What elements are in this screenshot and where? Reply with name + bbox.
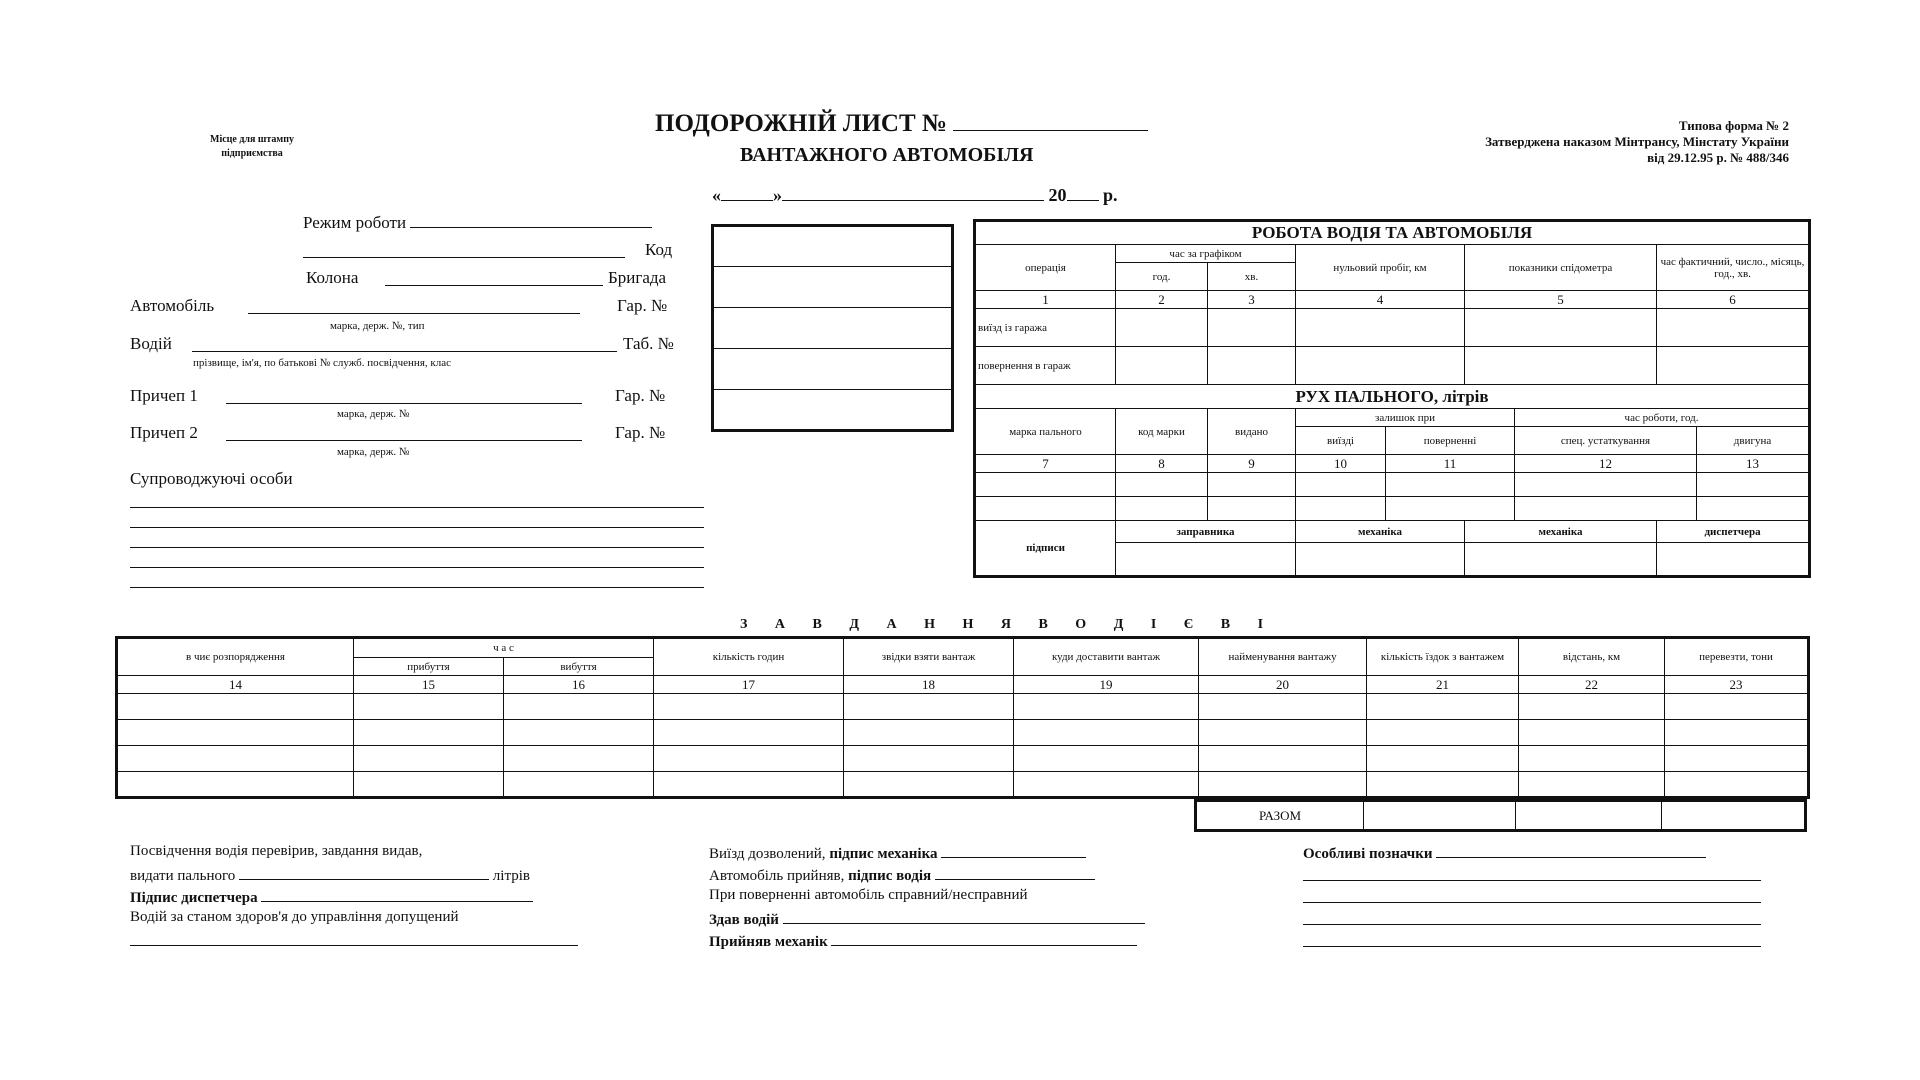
total-transport-field[interactable] bbox=[1662, 801, 1806, 831]
table-cell[interactable] bbox=[654, 772, 844, 798]
mode-row bbox=[303, 213, 652, 233]
fuel-amount-field[interactable] bbox=[239, 865, 489, 880]
mode-label: Режим роботи bbox=[303, 213, 407, 232]
car-accepted-label: Автомобіль прийняв, bbox=[709, 868, 845, 884]
driver-hint: прізвище, ім'я, по батькові № служб. посвідчення, клас bbox=[193, 357, 451, 369]
table-cell[interactable] bbox=[844, 694, 1014, 720]
special-notes-line-4[interactable] bbox=[1303, 924, 1761, 925]
table-cell[interactable] bbox=[1367, 746, 1519, 772]
col-actual-time: час фактичний, число., місяць, год., хв. bbox=[1657, 245, 1810, 291]
table-cell[interactable] bbox=[1519, 746, 1665, 772]
col-num: 6 bbox=[1657, 291, 1810, 309]
col-num: 16 bbox=[504, 676, 654, 694]
work-fuel-table bbox=[973, 219, 1811, 578]
escort-field-3[interactable] bbox=[130, 547, 704, 548]
table-cell[interactable] bbox=[1199, 694, 1367, 720]
col-special-equipment: спец. устаткування bbox=[1515, 427, 1697, 455]
col-num: 12 bbox=[1515, 455, 1697, 473]
sig-mechanic2-label: механіка bbox=[1465, 521, 1657, 543]
column-label: Колона bbox=[306, 268, 359, 287]
table-cell[interactable] bbox=[654, 720, 844, 746]
trailer2-field[interactable] bbox=[226, 440, 582, 441]
escort-field-4[interactable] bbox=[130, 567, 704, 568]
col-zero-run: нульовий пробіг, км bbox=[1296, 245, 1465, 291]
col-trips: кількість їздок з вантажем bbox=[1367, 638, 1519, 676]
mechanic-accepted-field[interactable] bbox=[831, 931, 1137, 946]
column-field[interactable] bbox=[385, 285, 603, 286]
col-arrival: прибуття bbox=[354, 658, 504, 676]
footer-right-line1 bbox=[1303, 843, 1706, 863]
table-cell[interactable] bbox=[354, 772, 504, 798]
table-cell[interactable] bbox=[1665, 694, 1809, 720]
exit-allowed-label: Виїзд дозволений, bbox=[709, 846, 826, 862]
table-cell[interactable] bbox=[1208, 473, 1296, 497]
brigade-label: Бригада bbox=[608, 268, 667, 287]
table-cell[interactable] bbox=[1665, 720, 1809, 746]
table-cell[interactable] bbox=[1665, 746, 1809, 772]
col-num: 5 bbox=[1465, 291, 1657, 309]
car-hint: марка, держ. №, тип bbox=[330, 320, 425, 332]
table-cell[interactable] bbox=[654, 746, 844, 772]
date-close-quote: » bbox=[773, 185, 782, 205]
code-label: Код bbox=[645, 240, 673, 259]
table-cell[interactable] bbox=[117, 746, 354, 772]
month-field[interactable] bbox=[782, 186, 1044, 201]
special-notes-field[interactable] bbox=[1436, 843, 1706, 858]
table-cell[interactable] bbox=[1697, 497, 1810, 521]
footer-mid-line3: При поверненні автомобіль справний/несправний bbox=[709, 887, 1028, 903]
waybill-number-field[interactable] bbox=[953, 116, 1148, 131]
footer-mid-line4 bbox=[709, 909, 1145, 929]
driver-handed-field[interactable] bbox=[783, 909, 1145, 924]
approved-by: Затверджена наказом Мінтрансу, Мінстату України bbox=[1485, 134, 1789, 149]
stamp-place-line1: Місце для штампу bbox=[210, 134, 294, 145]
table-cell[interactable] bbox=[1519, 772, 1665, 798]
mechanic-signature-field[interactable] bbox=[941, 843, 1086, 858]
year-field[interactable] bbox=[1067, 186, 1099, 201]
table-cell[interactable] bbox=[117, 720, 354, 746]
col-hours-count: кількість годин bbox=[654, 638, 844, 676]
stamp-place-line2: підприємства bbox=[221, 148, 283, 159]
col-departure: вибуття bbox=[504, 658, 654, 676]
title-line2: ВАНТАЖНОГО АВТОМОБІЛЯ bbox=[740, 144, 1034, 166]
table-cell[interactable] bbox=[1296, 309, 1465, 347]
table-cell[interactable] bbox=[1515, 473, 1697, 497]
form-type: Типова форма № 2 bbox=[1678, 118, 1789, 133]
table-cell[interactable] bbox=[844, 772, 1014, 798]
table-cell[interactable] bbox=[1665, 772, 1809, 798]
driver-signature-label: підпис водія bbox=[848, 868, 932, 884]
stamp-box-cell[interactable] bbox=[713, 267, 953, 308]
col-num: 17 bbox=[654, 676, 844, 694]
table-cell[interactable] bbox=[117, 772, 354, 798]
col-cargo: найменування вантажу bbox=[1199, 638, 1367, 676]
table-cell[interactable] bbox=[975, 497, 1116, 521]
col-to: куди доставити вантаж bbox=[1014, 638, 1199, 676]
table-cell[interactable] bbox=[354, 694, 504, 720]
total-trips-field[interactable] bbox=[1364, 801, 1516, 831]
issue-fuel-label: видати пального bbox=[130, 868, 236, 884]
special-notes-label: Особливі позначки bbox=[1303, 846, 1433, 862]
sig-fueler-field[interactable] bbox=[1116, 543, 1296, 577]
col-num: 4 bbox=[1296, 291, 1465, 309]
col-num: 15 bbox=[354, 676, 504, 694]
table-cell[interactable] bbox=[844, 746, 1014, 772]
approved-date: від 29.12.95 р. № 488/346 bbox=[1647, 150, 1789, 165]
table-cell[interactable] bbox=[354, 746, 504, 772]
col-num: 8 bbox=[1116, 455, 1208, 473]
trailer1-label: Причеп 1 bbox=[130, 386, 198, 405]
car-garage-label: Гар. № bbox=[617, 296, 668, 315]
col-hours: год. bbox=[1116, 263, 1208, 291]
table-cell[interactable] bbox=[504, 720, 654, 746]
escort-field-1[interactable] bbox=[130, 507, 704, 508]
footer-mid-line1 bbox=[709, 843, 1086, 863]
col-schedule: час за графіком bbox=[1116, 245, 1296, 263]
dispatcher-signature-field[interactable] bbox=[261, 887, 533, 902]
table-cell[interactable] bbox=[1697, 473, 1810, 497]
col-balance-exit: виїзді bbox=[1296, 427, 1386, 455]
table-cell[interactable] bbox=[1465, 309, 1657, 347]
col-num: 1 bbox=[975, 291, 1116, 309]
col-num: 14 bbox=[117, 676, 354, 694]
col-num: 22 bbox=[1519, 676, 1665, 694]
col-transport: перевезти, тони bbox=[1665, 638, 1809, 676]
task-totals bbox=[1194, 799, 1807, 832]
form-approval bbox=[1385, 118, 1789, 166]
footer-mid-line2 bbox=[709, 865, 1095, 885]
col-order: в чиє розпорядження bbox=[117, 638, 354, 676]
escort-field-5[interactable] bbox=[130, 587, 704, 588]
escort-label: Супроводжуючі особи bbox=[130, 469, 293, 488]
health-signature-field[interactable] bbox=[130, 945, 578, 946]
year-suffix: р. bbox=[1103, 185, 1118, 205]
stamp-box bbox=[711, 224, 954, 432]
table-cell[interactable] bbox=[1014, 720, 1199, 746]
driver-handed-label: Здав водій bbox=[709, 912, 779, 928]
table-cell[interactable] bbox=[1199, 720, 1367, 746]
date-line bbox=[712, 185, 1118, 206]
table-cell[interactable] bbox=[1515, 497, 1697, 521]
col-fuel-issued: видано bbox=[1208, 409, 1296, 455]
table-cell[interactable] bbox=[1296, 497, 1386, 521]
col-operation: операція bbox=[975, 245, 1116, 291]
table-cell[interactable] bbox=[975, 473, 1116, 497]
stamp-place bbox=[210, 133, 294, 161]
col-num: 13 bbox=[1697, 455, 1810, 473]
table-cell[interactable] bbox=[504, 694, 654, 720]
trailer1-hint: марка, держ. № bbox=[337, 408, 410, 420]
col-engine: двигуна bbox=[1697, 427, 1810, 455]
driver-label: Водій bbox=[130, 334, 172, 353]
car-field[interactable] bbox=[248, 313, 580, 314]
signatures-label: підписи bbox=[975, 521, 1116, 577]
col-fuel-brand: марка пального bbox=[975, 409, 1116, 455]
row-exit-garage: виїзд із гаража bbox=[975, 309, 1116, 347]
sig-mechanic2-field[interactable] bbox=[1465, 543, 1657, 577]
tab-no-label: Таб. № bbox=[623, 334, 674, 353]
footer-left-line4: Водій за станом здоров'я до управління допущений bbox=[130, 909, 459, 925]
sig-dispatcher-label: диспетчера bbox=[1657, 521, 1810, 543]
table-cell[interactable] bbox=[504, 772, 654, 798]
col-from: звідки взяти вантаж bbox=[844, 638, 1014, 676]
sig-dispatcher-field[interactable] bbox=[1657, 543, 1810, 577]
table-cell[interactable] bbox=[1465, 347, 1657, 385]
footer-left-line1: Посвідчення водія перевірив, завдання видав, bbox=[130, 843, 423, 859]
task-table bbox=[115, 636, 1810, 799]
table-cell[interactable] bbox=[1116, 347, 1208, 385]
table-cell[interactable] bbox=[117, 694, 354, 720]
special-notes-line-3[interactable] bbox=[1303, 902, 1761, 903]
col-num: 9 bbox=[1208, 455, 1296, 473]
col-num: 23 bbox=[1665, 676, 1809, 694]
col-distance: відстань, км bbox=[1519, 638, 1665, 676]
table-cell[interactable] bbox=[1014, 746, 1199, 772]
table-cell[interactable] bbox=[1208, 347, 1296, 385]
total-label: РАЗОМ bbox=[1196, 801, 1364, 831]
footer-mid-line5 bbox=[709, 931, 1137, 951]
trailer1-garage-label: Гар. № bbox=[615, 386, 666, 405]
car-label: Автомобіль bbox=[130, 296, 215, 315]
table-cell[interactable] bbox=[1296, 473, 1386, 497]
code-field[interactable] bbox=[303, 257, 625, 258]
table-cell[interactable] bbox=[1296, 347, 1465, 385]
col-num: 21 bbox=[1367, 676, 1519, 694]
special-notes-line-2[interactable] bbox=[1303, 880, 1761, 881]
mechanic-signature-label: підпис механіка bbox=[829, 846, 938, 862]
col-fuel-code: код марки bbox=[1116, 409, 1208, 455]
table-cell[interactable] bbox=[504, 746, 654, 772]
footer-left-line2 bbox=[130, 865, 530, 885]
col-num: 7 bbox=[975, 455, 1116, 473]
liters-label: літрів bbox=[492, 868, 530, 884]
trailer2-label: Причеп 2 bbox=[130, 423, 198, 442]
table-cell[interactable] bbox=[1014, 772, 1199, 798]
escort-field-2[interactable] bbox=[130, 527, 704, 528]
stamp-box-cell[interactable] bbox=[713, 390, 953, 431]
col-num: 2 bbox=[1116, 291, 1208, 309]
table-cell[interactable] bbox=[1116, 309, 1208, 347]
table-cell[interactable] bbox=[1367, 694, 1519, 720]
driver-field[interactable] bbox=[192, 351, 617, 352]
col-num: 20 bbox=[1199, 676, 1367, 694]
dispatcher-signature-label: Підпис диспетчера bbox=[130, 890, 258, 906]
table-cell[interactable] bbox=[1208, 309, 1296, 347]
col-num: 3 bbox=[1208, 291, 1296, 309]
title-line1: ПОДОРОЖНІЙ ЛИСТ № bbox=[655, 110, 948, 137]
table-cell[interactable] bbox=[844, 720, 1014, 746]
day-field[interactable] bbox=[721, 186, 773, 201]
work-table-title: РОБОТА ВОДІЯ ТА АВТОМОБІЛЯ bbox=[975, 221, 1810, 245]
sig-mechanic1-label: механіка bbox=[1296, 521, 1465, 543]
year-prefix: 20 bbox=[1048, 185, 1067, 205]
special-notes-line-5[interactable] bbox=[1303, 946, 1761, 947]
col-num: 19 bbox=[1014, 676, 1199, 694]
table-cell[interactable] bbox=[1199, 772, 1367, 798]
driver-signature-field[interactable] bbox=[935, 865, 1095, 880]
mode-field[interactable] bbox=[410, 213, 652, 228]
table-cell[interactable] bbox=[354, 720, 504, 746]
table-cell[interactable] bbox=[1386, 497, 1515, 521]
table-cell[interactable] bbox=[1386, 473, 1515, 497]
table-cell[interactable] bbox=[1208, 497, 1296, 521]
col-num: 18 bbox=[844, 676, 1014, 694]
table-cell[interactable] bbox=[1519, 694, 1665, 720]
stamp-box-cell[interactable] bbox=[713, 308, 953, 349]
col-num: 10 bbox=[1296, 455, 1386, 473]
table-cell[interactable] bbox=[1657, 309, 1810, 347]
form-title bbox=[655, 110, 1148, 138]
table-cell[interactable] bbox=[1014, 694, 1199, 720]
total-distance-field[interactable] bbox=[1516, 801, 1662, 831]
table-cell[interactable] bbox=[1199, 746, 1367, 772]
task-title: З А В Д А Н Н Я В О Д І Є В І bbox=[740, 617, 1276, 632]
table-cell[interactable] bbox=[1116, 473, 1208, 497]
footer-left-line3 bbox=[130, 887, 533, 907]
table-cell[interactable] bbox=[1519, 720, 1665, 746]
col-num: 11 bbox=[1386, 455, 1515, 473]
sig-mechanic1-field[interactable] bbox=[1296, 543, 1465, 577]
stamp-box-cell[interactable] bbox=[713, 349, 953, 390]
table-cell[interactable] bbox=[1367, 772, 1519, 798]
col-balance-return: поверненні bbox=[1386, 427, 1515, 455]
col-time: ч а с bbox=[354, 638, 654, 658]
col-speedometer: показники спідометра bbox=[1465, 245, 1657, 291]
stamp-box-cell[interactable] bbox=[713, 226, 953, 267]
table-cell[interactable] bbox=[1657, 347, 1810, 385]
col-worktime: час роботи, год. bbox=[1515, 409, 1810, 427]
row-return-garage: повернення в гараж bbox=[975, 347, 1116, 385]
trailer1-field[interactable] bbox=[226, 403, 582, 404]
trailer2-hint: марка, держ. № bbox=[337, 446, 410, 458]
trailer2-garage-label: Гар. № bbox=[615, 423, 666, 442]
col-balance: залишок при bbox=[1296, 409, 1515, 427]
table-cell[interactable] bbox=[654, 694, 844, 720]
table-cell[interactable] bbox=[1116, 497, 1208, 521]
sig-fueler-label: заправника bbox=[1116, 521, 1296, 543]
date-open-quote: « bbox=[712, 185, 721, 205]
fuel-table-title: РУХ ПАЛЬНОГО, літрів bbox=[975, 385, 1810, 409]
table-cell[interactable] bbox=[1367, 720, 1519, 746]
col-minutes: хв. bbox=[1208, 263, 1296, 291]
mechanic-accepted-label: Прийняв механік bbox=[709, 934, 828, 950]
